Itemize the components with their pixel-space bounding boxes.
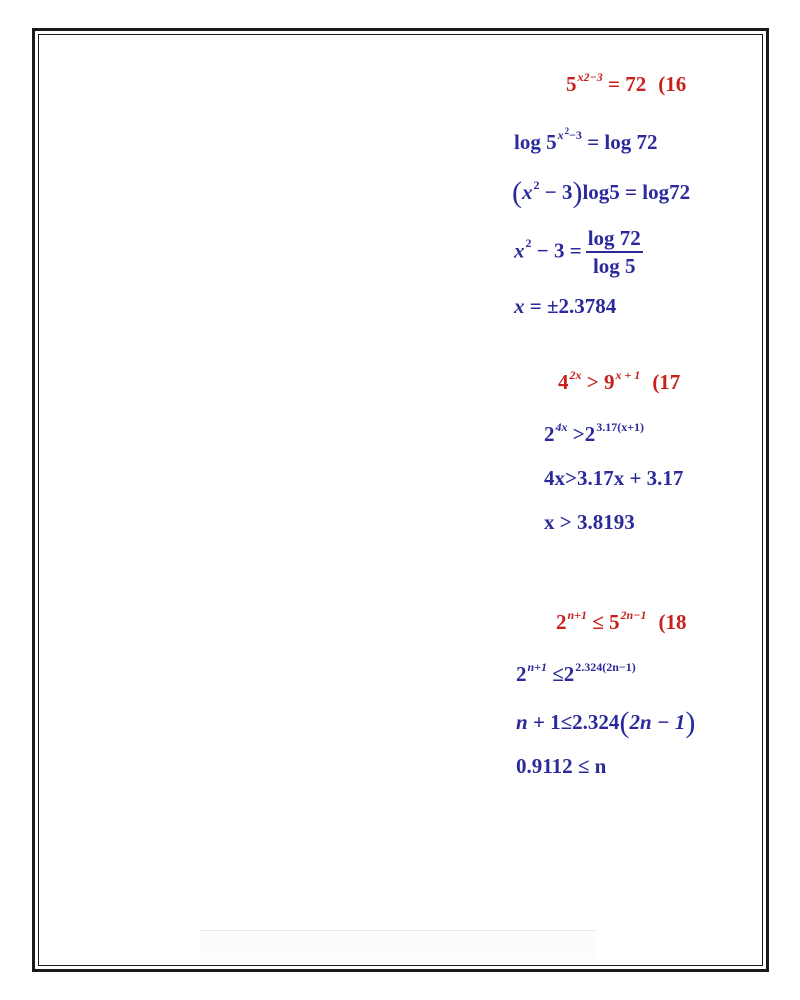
problem-17-question: $4^{2x} > 9^{x + 1}$ (17	[558, 368, 681, 394]
problem-16-number: (16	[658, 72, 687, 96]
problem-18-step-3: 0.9112 ≤ n	[516, 754, 607, 778]
problem-18-question: $2^{n+1} \le 5^{2n-1}$ (18	[556, 608, 687, 634]
problem-16-step-4: x = ±2.3784	[514, 294, 617, 318]
footer-strip	[200, 930, 596, 959]
problem-17-step-1: $2^{4x} >2^{3.17(x+1)}$	[544, 420, 645, 446]
problem-18-step-2: n + 1≤2.324(2n − 1)	[516, 706, 696, 739]
fraction: $\frac{\log 72}{\log 5}$	[587, 226, 641, 278]
problem-16-step-1: $\log 5^{x^2-3} = \log 72$	[514, 126, 658, 154]
problem-18-step-1: $2^{n+1} \le 2^{2.324(2n-1)}$	[516, 660, 636, 686]
problem-18-number: (18	[658, 610, 687, 634]
problem-16-step-3: $x^2 - 3$ = $\frac{\log 72}{\log 5}$	[514, 226, 641, 278]
problem-17-number: (17	[652, 370, 681, 394]
problem-16-question: $5^{x2-3} = 72$ (16	[566, 70, 687, 96]
problem-17-step-3: x > 3.8193	[544, 510, 635, 534]
problem-16-step-2: $(x^2 - 3)\log 5 = \log 72$	[512, 176, 691, 209]
problem-17-step-2: 4x>3.17x + 3.17	[544, 466, 684, 490]
page-border-inner	[38, 34, 763, 966]
